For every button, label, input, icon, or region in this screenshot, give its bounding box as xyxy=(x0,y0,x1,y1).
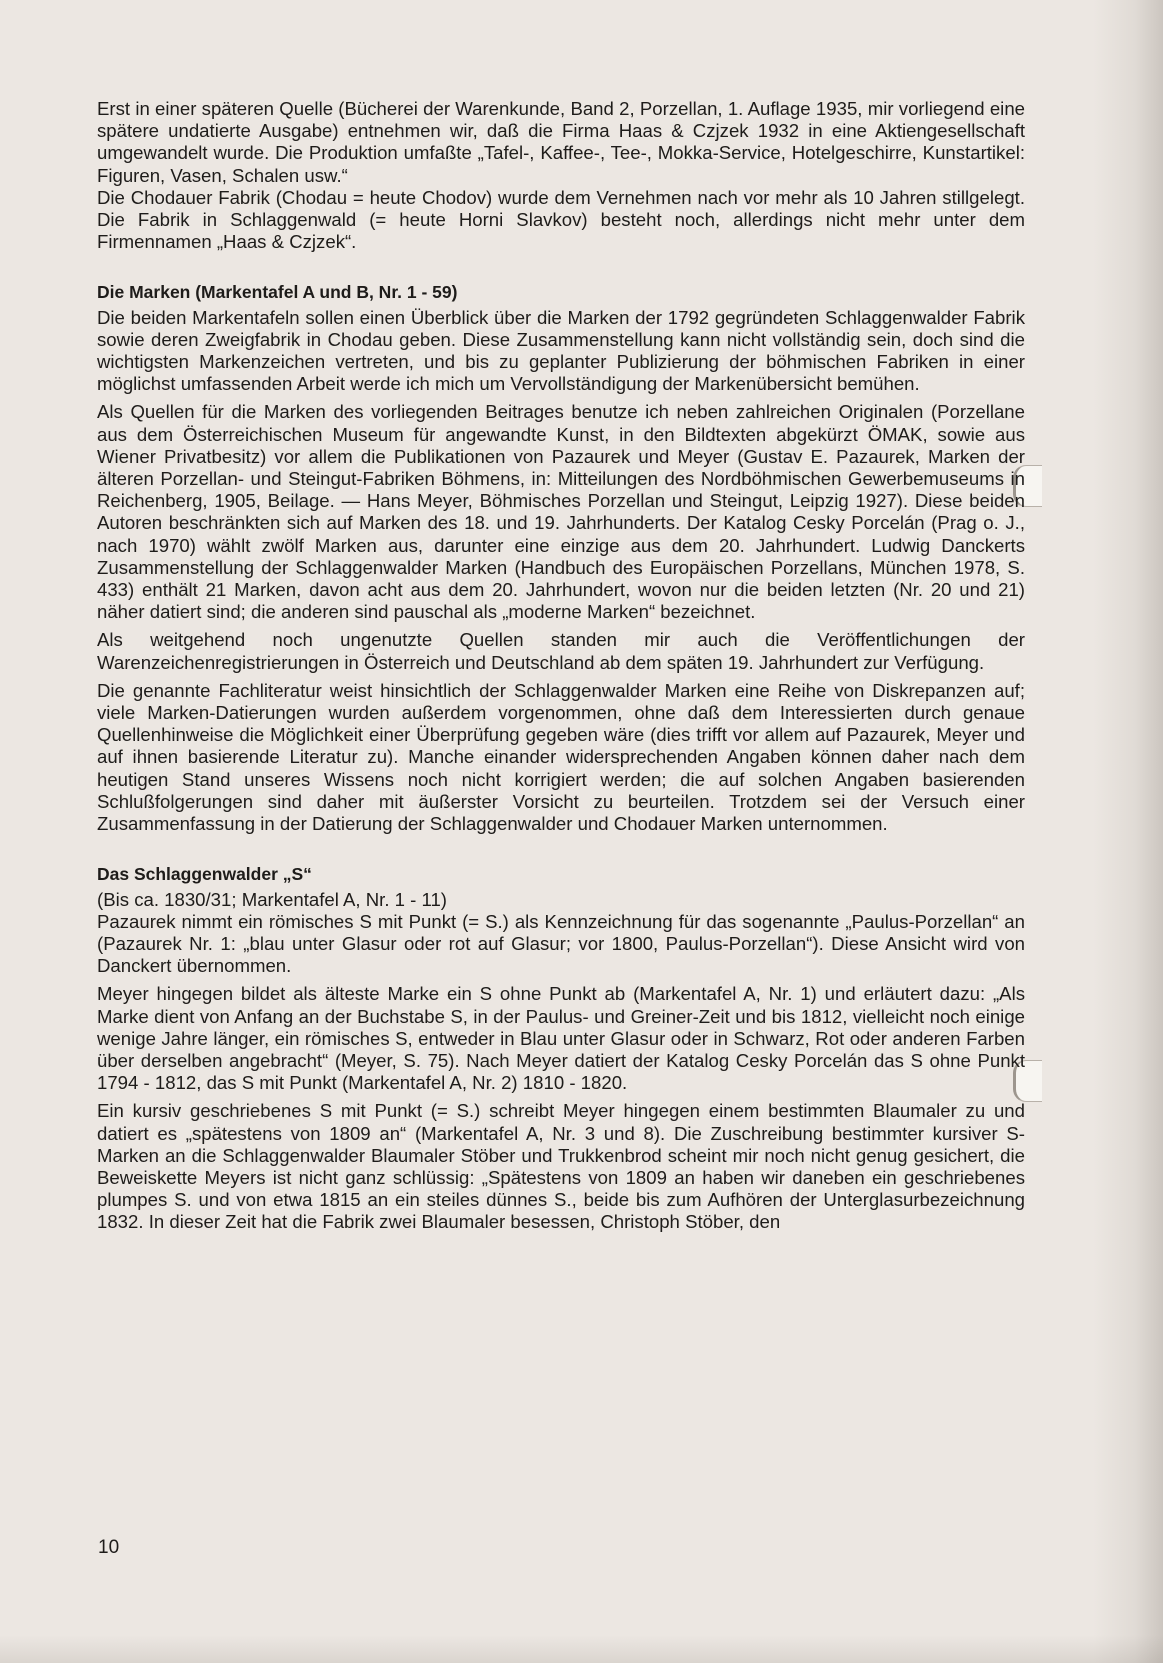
page-shadow-right xyxy=(1093,0,1163,1663)
s-paragraph-1: Pazaurek nimmt ein römisches S mit Punkt (= S.) als Kennzeichnung für das sogenannte „Paulus-Porzellan“ an (Pazaurek Nr. 1: „blau unter Glasur oder rot auf Glasur; vor 1800, Paulus-Porzellan“). Diese Ansicht wird von Danckert übernommen. xyxy=(97,910,1025,977)
s-paragraph-3: Ein kursiv geschriebenes S mit Punkt (= S.) schreibt Meyer hingegen einem bestimmten Blaumaler zu und datiert es „spätestens von 1809 an“ (Markentafel A, Nr. 3 und 8). Die Zuschreibung bestimmter kursiver S-Marken an die Schlaggenwalder Blaumaler Stöber und Trukkenbrod scheint mir noch nicht genug gesichert, die Beweiskette Meyers ist nicht ganz schlüssig: „Spätestens von 1809 an haben wir daneben ein geschriebenes plumpes S. und von etwa 1815 an ein steiles dünnes S., beide bis zum Aufhören der Unterglasurbezeichnung 1832. In dieser Zeit hat die Fabrik zwei Blaumaler besessen, Christoph Stöber, den xyxy=(97,1100,1025,1233)
page-body xyxy=(97,98,1025,1240)
marken-paragraph-3: Als weitgehend noch ungenutzte Quellen standen mir auch die Veröffentlichungen der Warenzeichenregistrierungen in Österreich und Deutschland ab dem späten 19. Jahrhundert zur Verfügung. xyxy=(97,629,1025,673)
marken-paragraph-2: Als Quellen für die Marken des vorliegenden Beitrages benutze ich neben zahlreichen Originalen (Porzellane aus dem Österreichischen Museum für angewandte Kunst, in den Bildtexten abgekürzt ÖMAK, sowie aus Wiener Privatbesitz) vor allem die Publikationen von Pazaurek und Meyer (Gustav E. Pazaurek, Marken der älteren Porzellan- und Steingut-Fabriken Böhmens, in: Mitteilungen des Nordböhmischen Gewerbemuseums in Reichenberg, 1905, Beilage. — Hans Meyer, Böhmisches Porzellan und Steingut, Leipzig 1927). Diese beiden Autoren beschränkten sich auf Marken des 18. und 19. Jahrhunderts. Der Katalog Cesky Porcelán (Prag o. J., nach 1970) wählt zwölf Marken aus, darunter eine einzige aus dem 20. Jahrhundert. Ludwig Danckerts Zusammenstellung der Schlaggenwalder Marken (Handbuch des Europäischen Porzellans, München 1978, S. 433) enthält 21 Marken, davon acht aus dem 20. Jahrhundert, wovon nur die beiden letzten (Nr. 20 und 21) näher datiert sind; die anderen sind pauschal als „moderne Marken“ bezeichnet. xyxy=(97,401,1025,623)
page-number: 10 xyxy=(98,1537,120,1558)
s-paragraph-2: Meyer hingegen bildet als älteste Marke ein S ohne Punkt ab (Markentafel A, Nr. 1) und erläutert dazu: „Als Marke dient von Anfang an der Buchstabe S, in der Paulus- und Greiner-Zeit und bis 1812, vielleicht noch einige wenige Jahre länger, ein römisches S, entweder in Blau unter Glasur oder in Schwarz, Rot oder anderen Farben über derselben angebracht“ (Meyer, S. 75). Nach Meyer datiert der Katalog Cesky Porcelán das S ohne Punkt 1794 - 1812, das S mit Punkt (Markentafel A, Nr. 2) 1810 - 1820. xyxy=(97,983,1025,1094)
marken-paragraph-1: Die beiden Markentafeln sollen einen Überblick über die Marken der 1792 gegründeten Schlaggenwalder Fabrik sowie deren Zweigfabrik in Chodau geben. Diese Zusammenstellung kann nicht vollständig sein, doch sind die wichtigsten Markenzeichen vertreten, und bis zu geplanter Publizierung der böhmischen Fabriken in einer möglichst umfassenden Arbeit werde ich mich um Vervollständigung der Markenübersicht bemühen. xyxy=(97,306,1025,395)
intro-paragraph-1: Erst in einer späteren Quelle (Bücherei der Warenkunde, Band 2, Porzellan, 1. Auflage 1935, mir vorliegend eine spätere undatierte Ausgabe) entnehmen wir, daß die Firma Haas & Czjzek 1932 in eine Aktiengesellschaft umgewandelt wurde. Die Produktion umfaßte „Tafel-, Kaffee-, Tee-, Mokka-Service, Hotelgeschirre, Kunstartikel: Figuren, Vasen, Schalen usw.“ xyxy=(97,98,1025,186)
section-heading-s: Das Schlaggenwalder „S“ xyxy=(97,864,312,885)
page-shadow-bottom xyxy=(0,1635,1163,1663)
section-s-subheading: (Bis ca. 1830/31; Markentafel A, Nr. 1 - 11) xyxy=(97,888,448,910)
section-heading-marken: Die Marken (Markentafel A und B, Nr. 1 - 59) xyxy=(97,282,458,303)
marken-paragraph-4: Die genannte Fachliteratur weist hinsichtlich der Schlaggenwalder Marken eine Reihe von Diskrepanzen auf; viele Marken-Datierungen wurden außerdem vorgenommen, ohne daß dem Interessierten durch genaue Quellenhinweise die Möglichkeit einer Überprüfung gegeben wäre (dies trifft vor allem auf Pazaurek, Meyer und auf ihnen basierende Literatur zu). Manche einander widersprechenden Angaben können daher nach dem heutigen Stand unseres Wissens noch nicht korrigiert werden; die auf solchen Angaben basierenden Schlußfolgerungen sind daher mit äußerster Vorsicht zu beurteilen. Trotzdem sei der Versuch einer Zusammenfassung in der Datierung der Schlaggenwalder und Chodauer Marken unternommen. xyxy=(97,679,1025,835)
intro-paragraph-2: Die Chodauer Fabrik (Chodau = heute Chodov) wurde dem Vernehmen nach vor mehr als 10 Jahren stillgelegt. Die Fabrik in Schlaggenwald (= heute Horni Slavkov) besteht noch, allerdings nicht mehr unter dem Firmennamen „Haas & Czjzek“. xyxy=(97,186,1025,253)
